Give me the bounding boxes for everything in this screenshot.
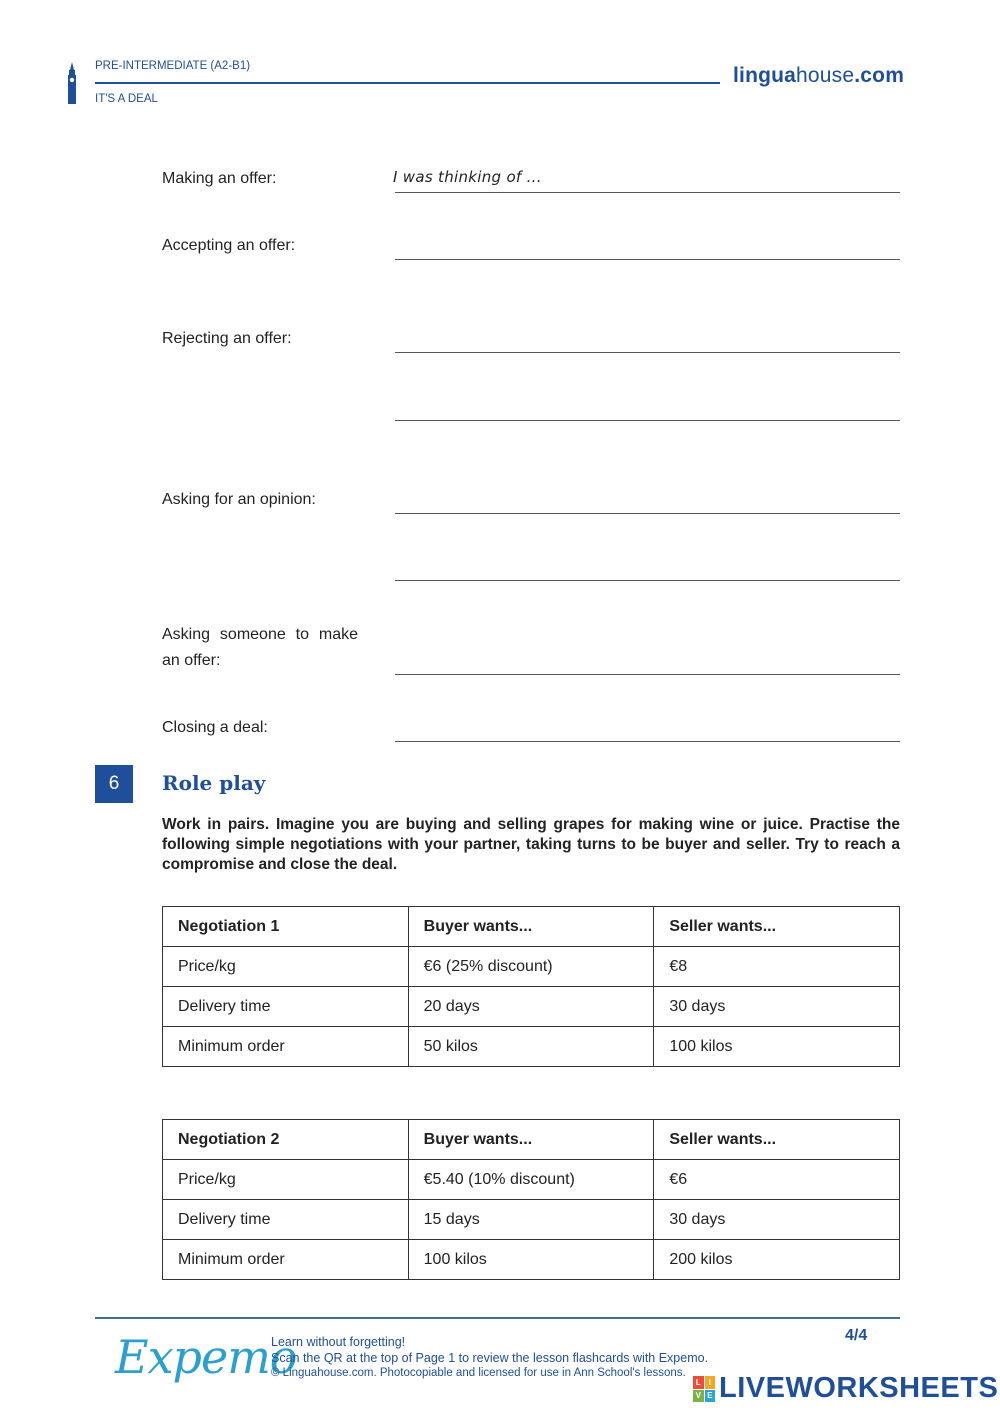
negotiation-2-table bbox=[162, 1119, 900, 1280]
table-cell: Price/kg bbox=[163, 1160, 409, 1200]
table-cell: 30 days bbox=[654, 1200, 900, 1240]
table-header-cell: Negotiation 1 bbox=[163, 907, 409, 947]
label-making-offer: Making an offer: bbox=[162, 170, 277, 187]
big-ben-icon bbox=[65, 62, 79, 104]
table-header-cell: Seller wants... bbox=[654, 907, 900, 947]
answer-line-asking-someone[interactable] bbox=[395, 674, 900, 675]
table-cell: Delivery time bbox=[163, 987, 409, 1027]
lw-icon-letter: L bbox=[693, 1376, 704, 1389]
answer-line-asking-opinion-2[interactable] bbox=[395, 580, 900, 581]
linguahouse-logo[interactable] bbox=[733, 64, 904, 88]
footer-copyright: © Linguahouse.com. Photocopiable and licensed for use in Ann School's lessons. bbox=[271, 1367, 686, 1379]
table-row bbox=[163, 1160, 900, 1200]
table-header-row bbox=[163, 1120, 900, 1160]
answer-line-making-offer[interactable] bbox=[395, 192, 900, 193]
table-header-cell: Buyer wants... bbox=[408, 907, 654, 947]
table-cell: Delivery time bbox=[163, 1200, 409, 1240]
table-cell: 20 days bbox=[408, 987, 654, 1027]
answer-line-closing-deal[interactable] bbox=[395, 741, 900, 742]
brand-light: house bbox=[796, 64, 855, 87]
answer-making-offer[interactable]: I was thinking of ... bbox=[393, 168, 542, 186]
table-cell: 100 kilos bbox=[408, 1240, 654, 1280]
answer-line-rejecting-offer-1[interactable] bbox=[395, 352, 900, 353]
table-cell: €6 (25% discount) bbox=[408, 947, 654, 987]
answer-line-asking-opinion-1[interactable] bbox=[395, 513, 900, 514]
brand-bold: lingua bbox=[733, 64, 797, 87]
liveworksheets-logo[interactable]: LIVEWORKSHEETS bbox=[719, 1372, 999, 1404]
table-row bbox=[163, 1027, 900, 1067]
table-cell: 15 days bbox=[408, 1200, 654, 1240]
footer-qr-note: Scan the QR at the top of Page 1 to review the lesson flashcards with Expemo. bbox=[271, 1351, 709, 1365]
table-header-cell: Seller wants... bbox=[654, 1120, 900, 1160]
table-cell: 200 kilos bbox=[654, 1240, 900, 1280]
table-header-cell: Negotiation 2 bbox=[163, 1120, 409, 1160]
liveworksheets-icon bbox=[693, 1376, 715, 1402]
table-cell: Minimum order bbox=[163, 1027, 409, 1067]
expemo-logo[interactable]: Expemo bbox=[115, 1330, 297, 1384]
table-cell: 30 days bbox=[654, 987, 900, 1027]
label-rejecting-offer: Rejecting an offer: bbox=[162, 330, 292, 347]
table-cell: €6 bbox=[654, 1160, 900, 1200]
brand-suffix: .com bbox=[854, 64, 905, 87]
section-number: 6 bbox=[95, 765, 133, 803]
lw-icon-letter: E bbox=[705, 1390, 716, 1403]
answer-line-accepting-offer[interactable] bbox=[395, 259, 900, 260]
footer-divider bbox=[95, 1317, 900, 1319]
table-cell: Price/kg bbox=[163, 947, 409, 987]
label-closing-deal: Closing a deal: bbox=[162, 719, 268, 736]
table-cell: €5.40 (10% discount) bbox=[408, 1160, 654, 1200]
footer-tagline: Learn without forgetting! bbox=[271, 1335, 406, 1349]
answer-line-rejecting-offer-2[interactable] bbox=[395, 420, 900, 421]
section-title: Role play bbox=[162, 771, 266, 795]
instructions: Work in pairs. Imagine you are buying and selling grapes for making wine or juice. Practise the following simple negotiations with your partner, taking turns to be buyer and seller. Try to reach a compromise and close the deal. bbox=[162, 816, 900, 873]
table-cell: 50 kilos bbox=[408, 1027, 654, 1067]
lw-icon-letter: V bbox=[693, 1390, 704, 1403]
table-row bbox=[163, 987, 900, 1027]
label-asking-someone: Asking someone to make an offer: bbox=[162, 626, 358, 669]
table-row bbox=[163, 1200, 900, 1240]
table-cell: €8 bbox=[654, 947, 900, 987]
table-row bbox=[163, 947, 900, 987]
table-row bbox=[163, 1240, 900, 1280]
table-cell: Minimum order bbox=[163, 1240, 409, 1280]
label-asking-opinion: Asking for an opinion: bbox=[162, 491, 316, 508]
page-number: 4/4 bbox=[845, 1327, 868, 1344]
table-header-cell: Buyer wants... bbox=[408, 1120, 654, 1160]
negotiation-1-table bbox=[162, 906, 900, 1067]
level-label: PRE-INTERMEDIATE (A2-B1) bbox=[95, 60, 251, 72]
header-divider bbox=[95, 82, 720, 84]
topic-label: IT'S A DEAL bbox=[95, 93, 158, 105]
table-header-row bbox=[163, 907, 900, 947]
label-accepting-offer: Accepting an offer: bbox=[162, 237, 296, 254]
lw-icon-letter: I bbox=[705, 1376, 716, 1389]
table-cell: 100 kilos bbox=[654, 1027, 900, 1067]
